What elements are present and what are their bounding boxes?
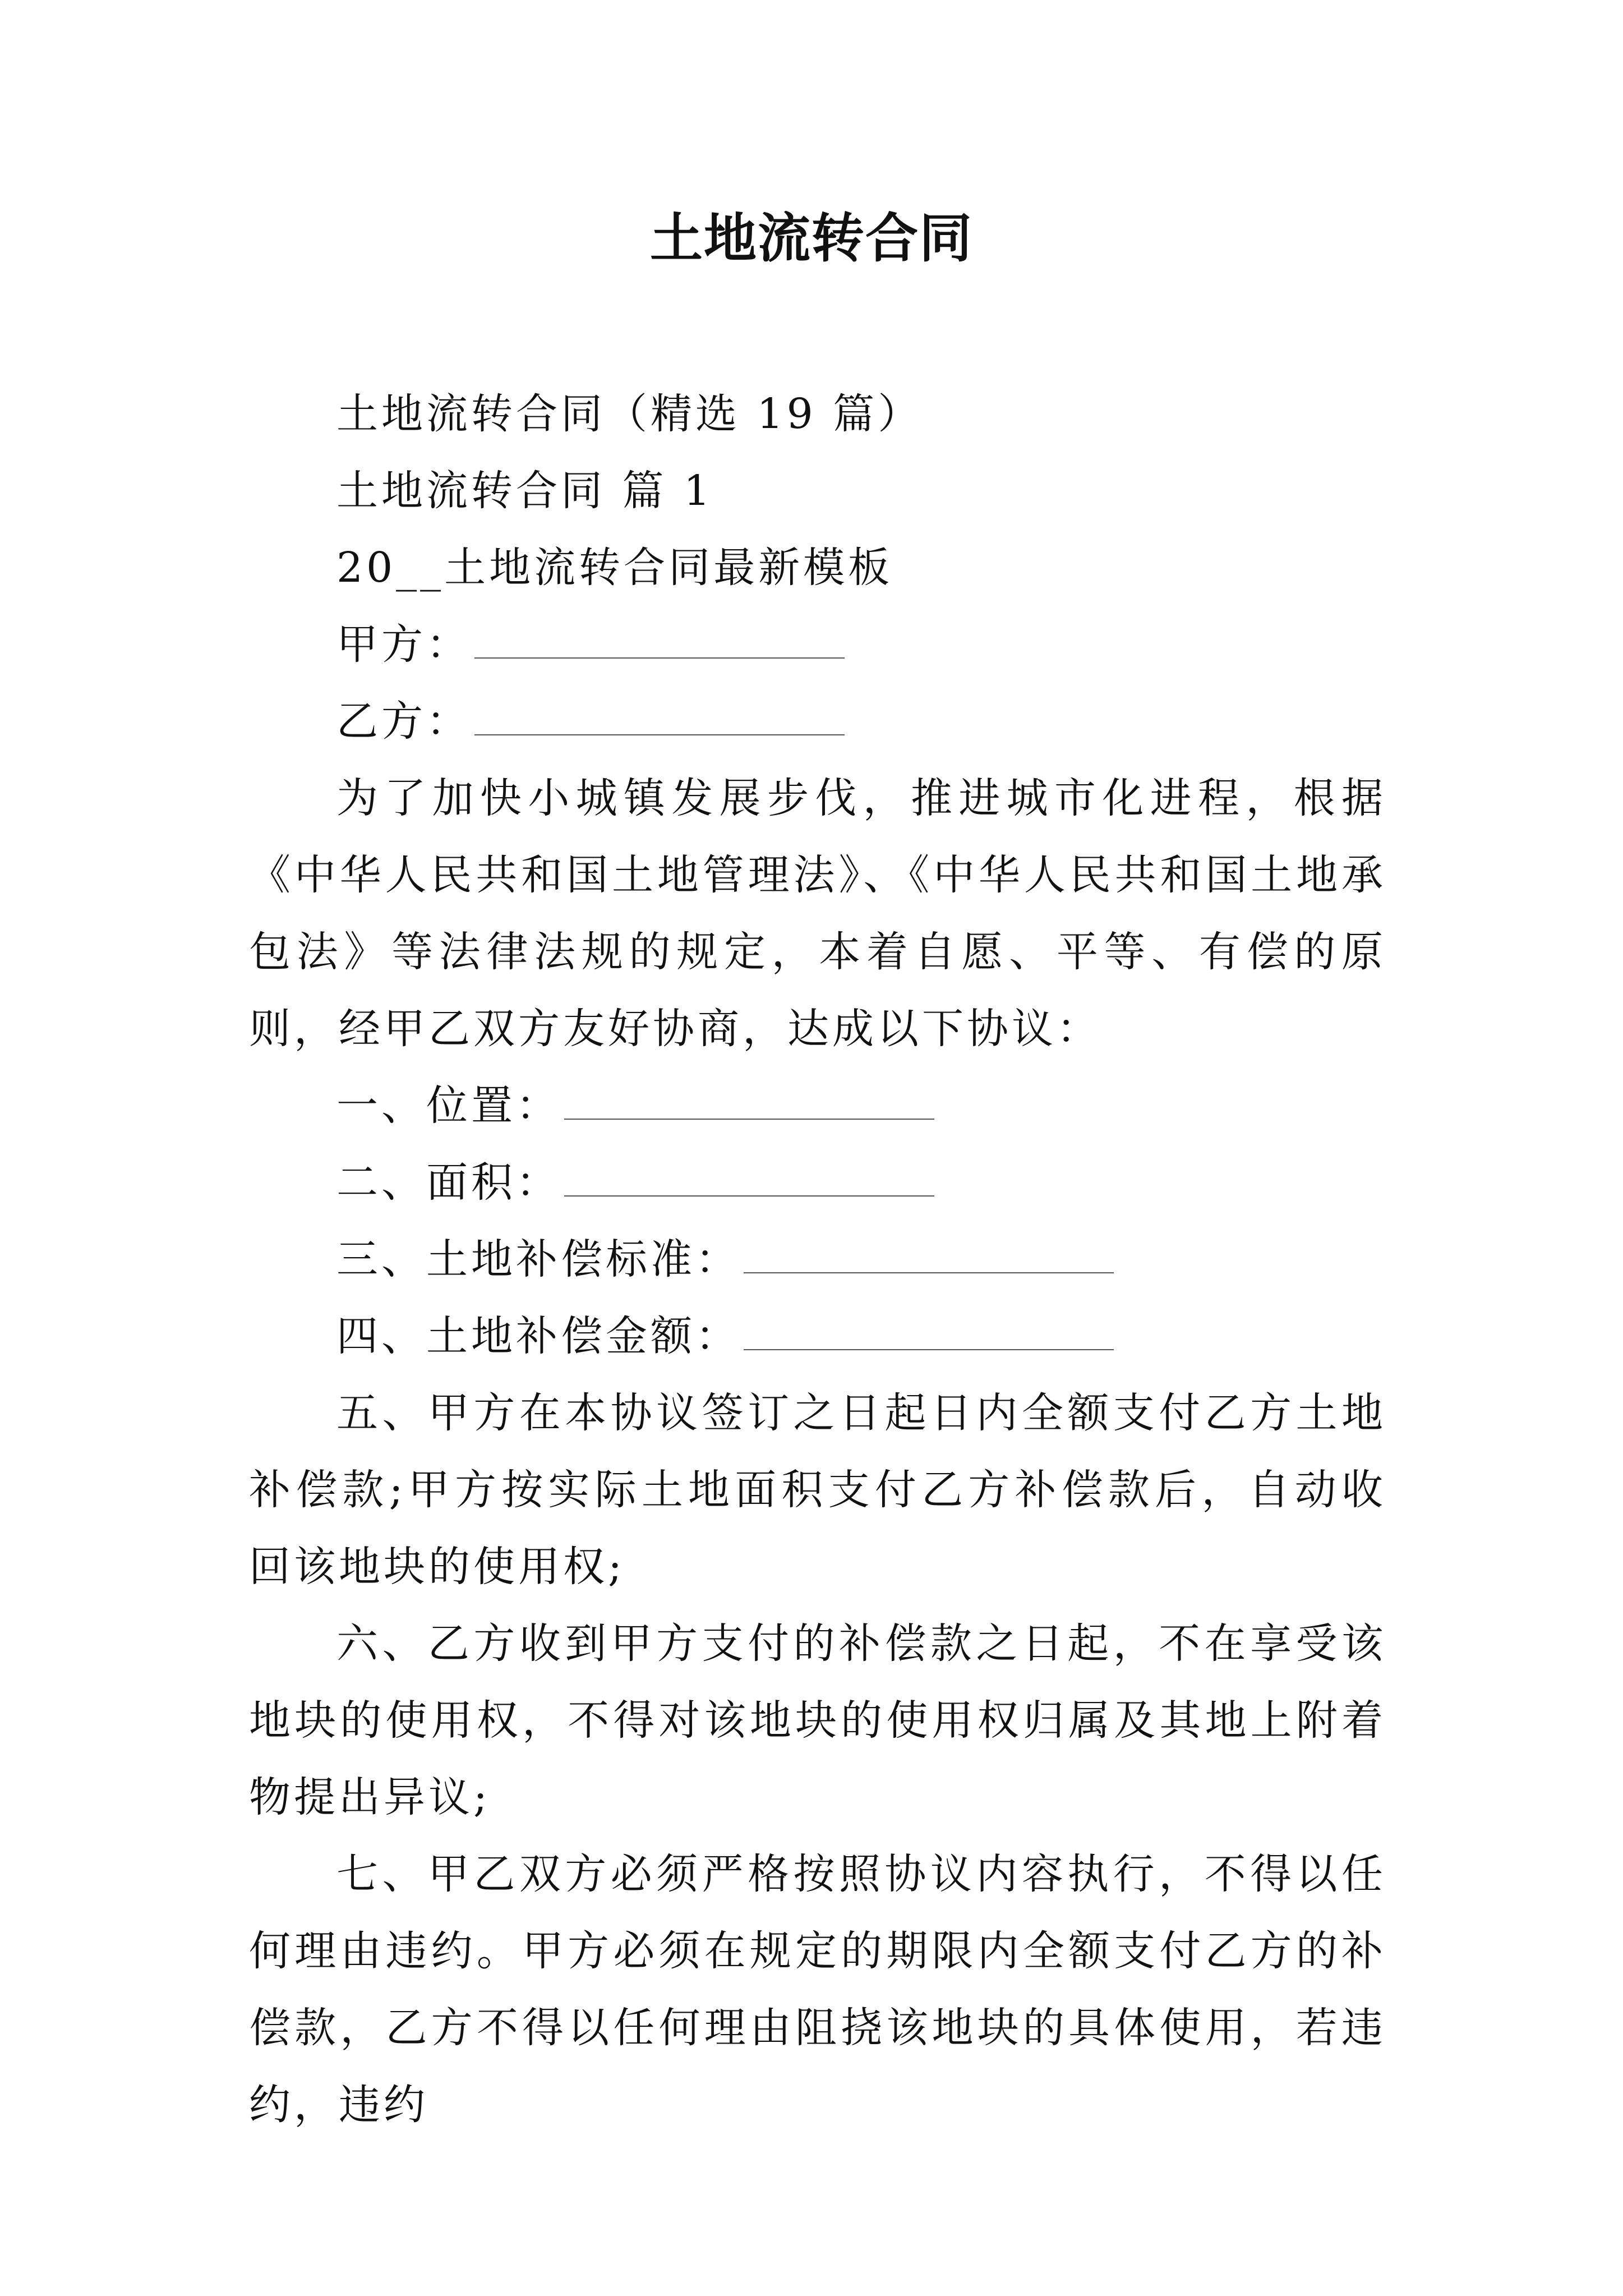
party-b-label: 乙方： [336,697,471,746]
location-field [249,1068,1386,1144]
clause-7-paragraph: 七、甲乙双方必须严格按照协议内容执行，不得以任何理由违约。甲方必须在规定的期限内全额支付乙方的补偿款，乙方不得以任何理由阻挠该地块的具体使用，若违约，违约 [249,1850,1386,2129]
compensation-amount-blank [744,1304,1114,1350]
area-blank [564,1151,934,1197]
intro-paragraph: 为了加快小城镇发展步伐，推进城市化进程，根据《中华人民共和国土地管理法》、《中华人民共和国土地承包法》等法律法规的规定，本着自愿、平等、有偿的原则，经甲乙双方友好协商，达成以下协议： [249,774,1386,1053]
document-title: 土地流转合同 [649,208,973,269]
party-b-blank [474,689,845,735]
compensation-amount-field [249,1298,1386,1375]
subtitle-line: 土地流转合同（精选 19 篇） [336,390,923,438]
compensation-standard-blank [744,1227,1114,1273]
location-blank [564,1074,934,1120]
area-label: 二、面积： [336,1158,561,1207]
clause-6-paragraph: 六、乙方收到甲方支付的补偿款之日起，不在享受该地块的使用权，不得对该地块的使用权归属及其地上附着物提出异议; [249,1619,1386,1821]
compensation-amount-label: 四、土地补偿金额： [336,1312,740,1360]
area-field [249,1144,1386,1221]
chapter-heading: 土地流转合同 篇 1 [336,467,714,515]
party-a-field [249,606,1386,683]
location-label: 一、位置： [336,1082,561,1130]
template-line: 20__土地流转合同最新模板 [336,544,893,592]
party-a-blank [474,613,845,659]
compensation-standard-label: 三、土地补偿标准： [336,1235,740,1283]
document-body [249,376,1386,2143]
party-b-field [249,683,1386,760]
party-a-label: 甲方： [336,620,471,669]
compensation-standard-field [249,1221,1386,1298]
clause-5-paragraph: 五、甲方在本协议签订之日起日内全额支付乙方土地补偿款;甲方按实际土地面积支付乙方补偿款后，自动收回该地块的使用权; [249,1389,1386,1591]
